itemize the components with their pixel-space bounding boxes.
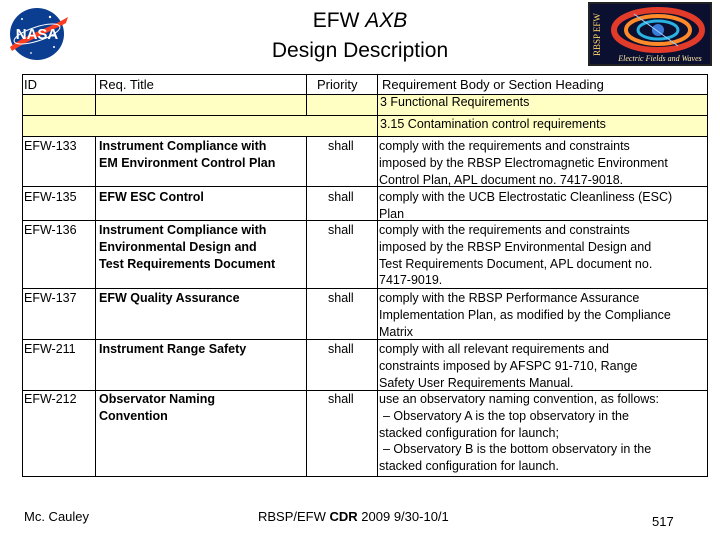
table-row-priority: shall bbox=[328, 342, 354, 356]
table-row-title: Instrument Range Safety bbox=[99, 342, 247, 356]
table-row-body: comply with the requirements and constraints imposed by the RBSP Electromagnetic Environment Control Plan, APL document no. 7417-9018. bbox=[379, 139, 668, 187]
svg-text:NASA: NASA bbox=[15, 26, 59, 43]
table-row-priority: shall bbox=[328, 190, 354, 204]
footer-event: RBSP/EFW CDR 2009 9/30-10/1 bbox=[258, 509, 449, 524]
table-row-body: comply with all relevant requirements and constraints imposed by AFSPC 91-710, Range Safety User Requirements Manual. bbox=[379, 342, 638, 390]
table-row-priority: shall bbox=[328, 139, 354, 153]
column-header-id: ID bbox=[24, 77, 37, 92]
column-header-title: Req. Title bbox=[99, 77, 154, 92]
table-row-title: Instrument Compliance with EM Environment Control Plan bbox=[99, 139, 276, 170]
requirements-table bbox=[22, 74, 708, 477]
logo-caption: Electric Fields and Waves bbox=[618, 54, 702, 63]
table-row-id: EFW-211 bbox=[24, 342, 76, 356]
table-row-body: comply with the requirements and constraints imposed by the RBSP Environmental Design and Test Requirements Document, APL document no. 7417-9019. bbox=[379, 223, 653, 288]
logo-side-text: RBSP EFW bbox=[592, 13, 602, 57]
title-prefix: EFW bbox=[312, 9, 366, 32]
table-row-priority: shall bbox=[328, 392, 354, 406]
column-header-body: Requirement Body or Section Heading bbox=[382, 77, 604, 92]
column-header-priority: Priority bbox=[317, 77, 358, 92]
field-lines-icon bbox=[608, 6, 710, 56]
rbsp-efw-logo bbox=[588, 2, 712, 66]
table-row-priority: shall bbox=[328, 223, 354, 237]
table-row-title: Observator Naming Convention bbox=[99, 392, 216, 423]
table-row-title: EFW ESC Control bbox=[99, 190, 204, 204]
table-row-title: EFW Quality Assurance bbox=[99, 291, 240, 305]
title-emphasis: AXB bbox=[365, 9, 408, 32]
table-row-id: EFW-212 bbox=[24, 392, 77, 406]
subsection-heading: 3.15 Contamination control requirements bbox=[380, 117, 606, 131]
title-line-2: Design Description bbox=[271, 39, 449, 62]
nasa-logo-icon bbox=[4, 3, 70, 63]
table-row-priority: shall bbox=[328, 291, 354, 305]
section-heading: 3 Functional Requirements bbox=[380, 95, 530, 109]
table-row-id: EFW-137 bbox=[24, 291, 77, 305]
page-title bbox=[170, 6, 550, 66]
table-row-body: use an observatory naming convention, as follows: – Observatory A is the top observatory in the stacked configuration for launch; – Observatory B is the bottom observatory in the stacked configuration for launch. bbox=[379, 392, 660, 474]
footer-author: Mc. Cauley bbox=[24, 509, 90, 524]
table-row-body: comply with the UCB Electrostatic Cleanliness (ESC) Plan bbox=[379, 190, 673, 221]
table-row-body: comply with the RBSP Performance Assurance Implementation Plan, as modified by the Compliance Matrix bbox=[379, 291, 671, 339]
table-row-id: EFW-133 bbox=[24, 139, 77, 153]
page-number: 517 bbox=[652, 514, 674, 529]
table-row-title: Instrument Compliance with Environmental Design and Test Requirements Document bbox=[99, 223, 276, 271]
table-row-id: EFW-135 bbox=[24, 190, 77, 204]
table-row-id: EFW-136 bbox=[24, 223, 77, 237]
